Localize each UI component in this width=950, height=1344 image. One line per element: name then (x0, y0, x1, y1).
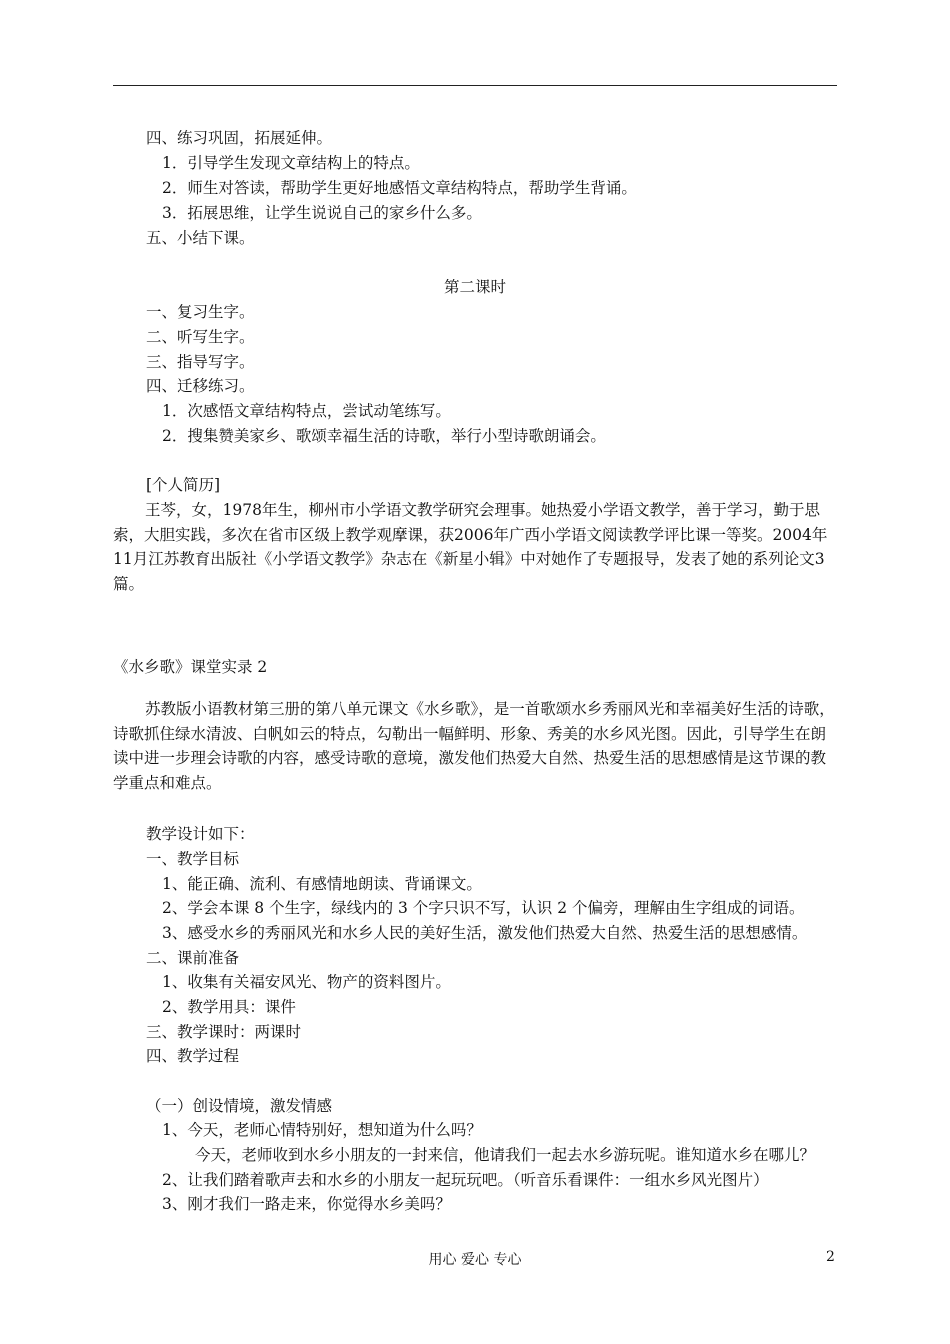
part5-heading: 五、小结下课。 (146, 229, 255, 247)
process-sub-heading: （一）创设情境，激发情感 (146, 1097, 333, 1115)
process-item: 1、今天，老师心情特别好，想知道为什么吗？ (162, 1121, 482, 1139)
page-number: 2 (826, 1249, 835, 1265)
goal-item: 2、学会本课 8 个生字，绿线内的 3 个字只识不写，认识 2 个偏旁，理解由生字组成的词语。 (162, 899, 805, 917)
lesson2-step: 二、听写生字。 (146, 328, 255, 346)
part4-item: 1．引导学生发现文章结构上的特点。 (162, 154, 420, 172)
process-item: 3、刚才我们一路走来，你觉得水乡美吗？ (162, 1195, 451, 1213)
lesson2-title: 第二课时 (443, 278, 506, 296)
prep-item: 2、教学用具：课件 (162, 998, 296, 1016)
bio-label: [个人简历] (146, 476, 221, 494)
lesson2-item: 2．搜集赞美家乡、歌颂幸福生活的诗歌，举行小型诗歌朗诵会。 (162, 427, 606, 445)
lesson2-step: 一、复习生字。 (146, 303, 255, 321)
process-item: 2、让我们踏着歌声去和水乡的小朋友一起玩玩吧。（听音乐看课件：一组水乡风光图片） (162, 1171, 769, 1189)
part4-heading: 四、练习巩固，拓展延伸。 (146, 129, 333, 147)
goal-heading: 一、教学目标 (146, 850, 240, 868)
process-item: 今天，老师收到水乡小朋友的一封来信，他请我们一起去水乡游玩呢。谁知道水乡在哪儿？ (195, 1146, 816, 1164)
footer-motto: 用心 爱心 专心 (428, 1252, 522, 1268)
process-heading: 四、教学过程 (146, 1047, 240, 1065)
hours-line: 三、教学课时：两课时 (146, 1023, 302, 1041)
part4-item: 2．师生对答读，帮助学生更好地感悟文章结构特点，帮助学生背诵。 (162, 179, 637, 197)
part4-item: 3．拓展思维，让学生说说自己的家乡什么多。 (162, 204, 482, 222)
header-rule (113, 85, 837, 86)
lesson2-step: 三、指导写字。 (146, 353, 255, 371)
record-title: 《水乡歌》课堂实录 2 (113, 658, 268, 676)
lesson2-item: 1．次感悟文章结构特点，尝试动笔练写。 (162, 402, 451, 420)
bio-text: 王芩，女，1978年生，柳州市小学语文教学研究会理事。她热爱小学语文教学，善于学习，勤于思索，大胆实践，多次在省市区级上教学观摩课，获2006年广西小学语文阅读教学评比课一等奖。2004年11月江苏教育出版社《小学语文教学》杂志在《新星小辑》中对她作了专题报导，发表了她的系列论文3篇。 (113, 501, 828, 593)
goal-item: 1、能正确、流利、有感情地朗读、背诵课文。 (162, 875, 482, 893)
prep-heading: 二、课前准备 (146, 949, 240, 967)
record-intro: 苏教版小语教材第三册的第八单元课文《水乡歌》，是一首歌颂水乡秀丽风光和幸福美好生活的诗歌，诗歌抓住绿水清波、白帆如云的特点，勾勒出一幅鲜明、形象、秀美的水乡风光图。因此，引导学生在朗读中进一步理会诗歌的内容，感受诗歌的意境，激发他们热爱大自然、热爱生活的思想感情是这节课的教学重点和难点。 (113, 700, 835, 792)
prep-item: 1、收集有关福安风光、物产的资料图片。 (162, 973, 451, 991)
design-heading: 教学设计如下： (146, 825, 255, 843)
lesson2-step: 四、迁移练习。 (146, 377, 255, 395)
goal-item: 3、感受水乡的秀丽风光和水乡人民的美好生活，激发他们热爱大自然、热爱生活的思想感情。 (162, 924, 808, 942)
